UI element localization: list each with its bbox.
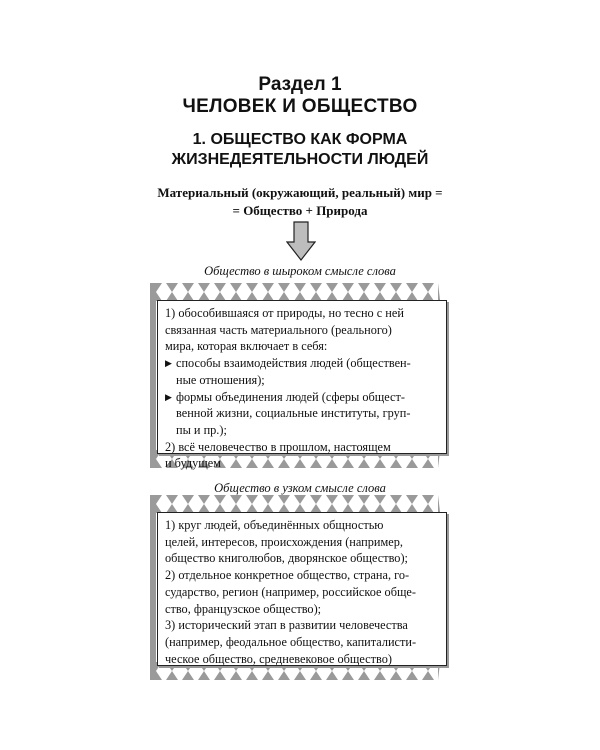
definition-line: 3) исторический этап в развитии человечества	[165, 618, 408, 633]
definition-line: ческое общество, средневековое общество)	[165, 651, 392, 666]
broad-sense-caption: Общество в шыроком смысле слова	[204, 264, 396, 278]
definition-line: мира, которая включает в себя:	[165, 339, 328, 354]
triangle-bullet-icon: ▶	[165, 358, 172, 369]
definition-line: венной жизни, социальные институты, груп-	[176, 406, 411, 421]
definition-line: общество книголюбов, дворянское общество);	[165, 551, 408, 566]
definition-line-text: способы взаимодействия людей (обществен-	[176, 356, 411, 371]
topic-title-line-2: ЖИЗНЕДЕЯТЕЛЬНОСТИ ЛЮДЕЙ	[171, 151, 429, 168]
definition-line: сударство, регион (например, российское обще-	[165, 584, 416, 599]
section-label: Раздел 1	[258, 74, 342, 95]
definition-line: пы и пр.);	[176, 422, 227, 437]
broad-sense-definition-box	[157, 300, 447, 471]
definition-line: целей, интересов, происхождения (например,	[165, 534, 403, 549]
section-title: ЧЕЛОВЕК И ОБЩЕСТВО	[182, 96, 418, 117]
down-arrow-icon	[286, 221, 316, 261]
definition-line: ство, французское общество);	[165, 601, 322, 616]
definition-line: ные отношения);	[176, 372, 265, 387]
formula-line-1: Материальный (окружающий, реальный) мир =	[157, 185, 443, 200]
definition-line-text: формы объединения людей (сферы общест-	[176, 389, 405, 404]
definition-line: 2) отдельное конкретное общество, страна, го-	[165, 568, 410, 583]
narrow-sense-caption: Общество в узком смысле слова	[214, 481, 386, 495]
definition-line: связанная часть материального (реального)	[165, 322, 392, 337]
definition-line: 1) обособившаяся от природы, но тесно с ней	[165, 306, 404, 320]
narrow-sense-definition-box	[157, 512, 447, 666]
triangle-bullet-icon: ▶	[165, 391, 172, 402]
definition-bullet-line	[165, 389, 439, 406]
definition-line: (например, феодальное общество, капиталисти-	[165, 634, 417, 649]
definition-line: и будущем	[165, 456, 221, 471]
topic-title-line-1: 1. ОБЩЕСТВО КАК ФОРМА	[192, 131, 408, 148]
formula-line-2: = Общество + Природа	[232, 203, 368, 218]
definition-bullet-line	[165, 355, 439, 372]
definition-line: 2) всё человечество в прошлом, настоящем	[165, 439, 391, 454]
definition-line: 1) круг людей, объединённых общностью	[165, 518, 384, 532]
